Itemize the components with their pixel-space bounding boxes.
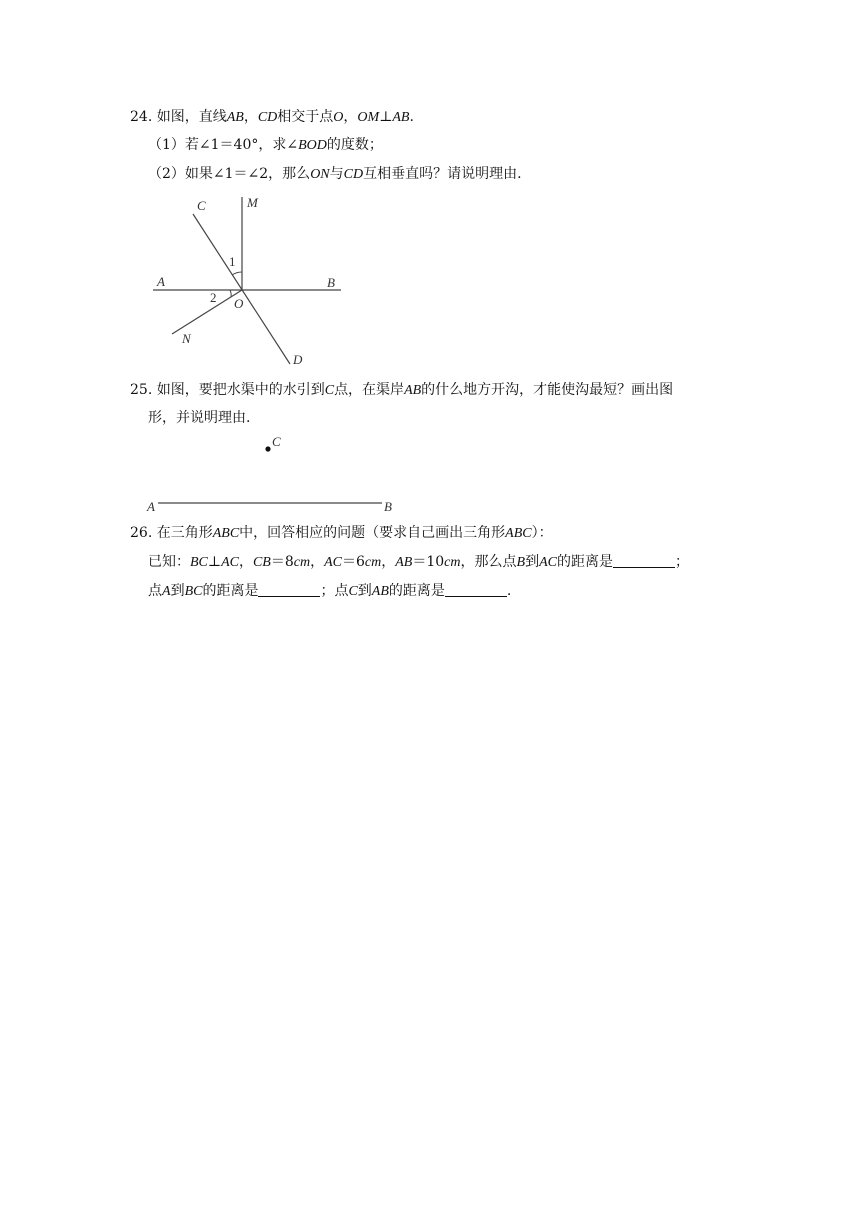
angle-2-label: 2: [210, 290, 217, 305]
answer-blank-3[interactable]: [445, 582, 507, 597]
q25-line-1: 25. 如图，要把水渠中的水引到C点，在渠岸AB的什么地方开沟，才能使沟最短？画出图: [130, 382, 674, 398]
answer-blank-2[interactable]: [258, 582, 320, 597]
label-c: C: [197, 198, 206, 213]
q24-part-2: （2）如果∠1＝∠2，那么ON与CD互相垂直吗？请说明理由.: [148, 166, 522, 182]
label-d: D: [293, 352, 303, 367]
label-o: O: [234, 296, 244, 311]
q25-line-2: 形，并说明理由.: [148, 410, 251, 426]
q24-line-1: 24. 如图，直线AB，CD相交于点O，OM⊥AB.: [130, 109, 414, 125]
label-c: C: [272, 434, 281, 449]
label-a: A: [147, 499, 155, 514]
point-c: [265, 446, 270, 451]
label-n: N: [182, 331, 191, 346]
answer-blank-1[interactable]: [613, 553, 675, 568]
angle-1-label: 1: [229, 254, 236, 269]
label-b: B: [327, 275, 335, 290]
q24-part-1: （1）若∠1＝40°，求∠BOD的度数；: [148, 137, 383, 153]
label-m: M: [247, 195, 258, 210]
q26-line-3: 点A到BC的距离是 ；点C到AB的距离是 .: [148, 583, 512, 599]
q25-number: 25.: [130, 382, 153, 398]
q24-number: 24.: [130, 109, 153, 125]
label-b: B: [384, 499, 392, 514]
q26-line-2: 已知：BC⊥AC，CB＝8cm，AC＝6cm，AB＝10cm，那么点B到AC的距离是 ；: [148, 554, 689, 570]
label-a: A: [157, 274, 165, 289]
q26-number: 26.: [130, 525, 153, 541]
q26-line-1: 26. 在三角形ABC中，回答相应的问题（要求自己画出三角形ABC）：: [130, 525, 553, 541]
